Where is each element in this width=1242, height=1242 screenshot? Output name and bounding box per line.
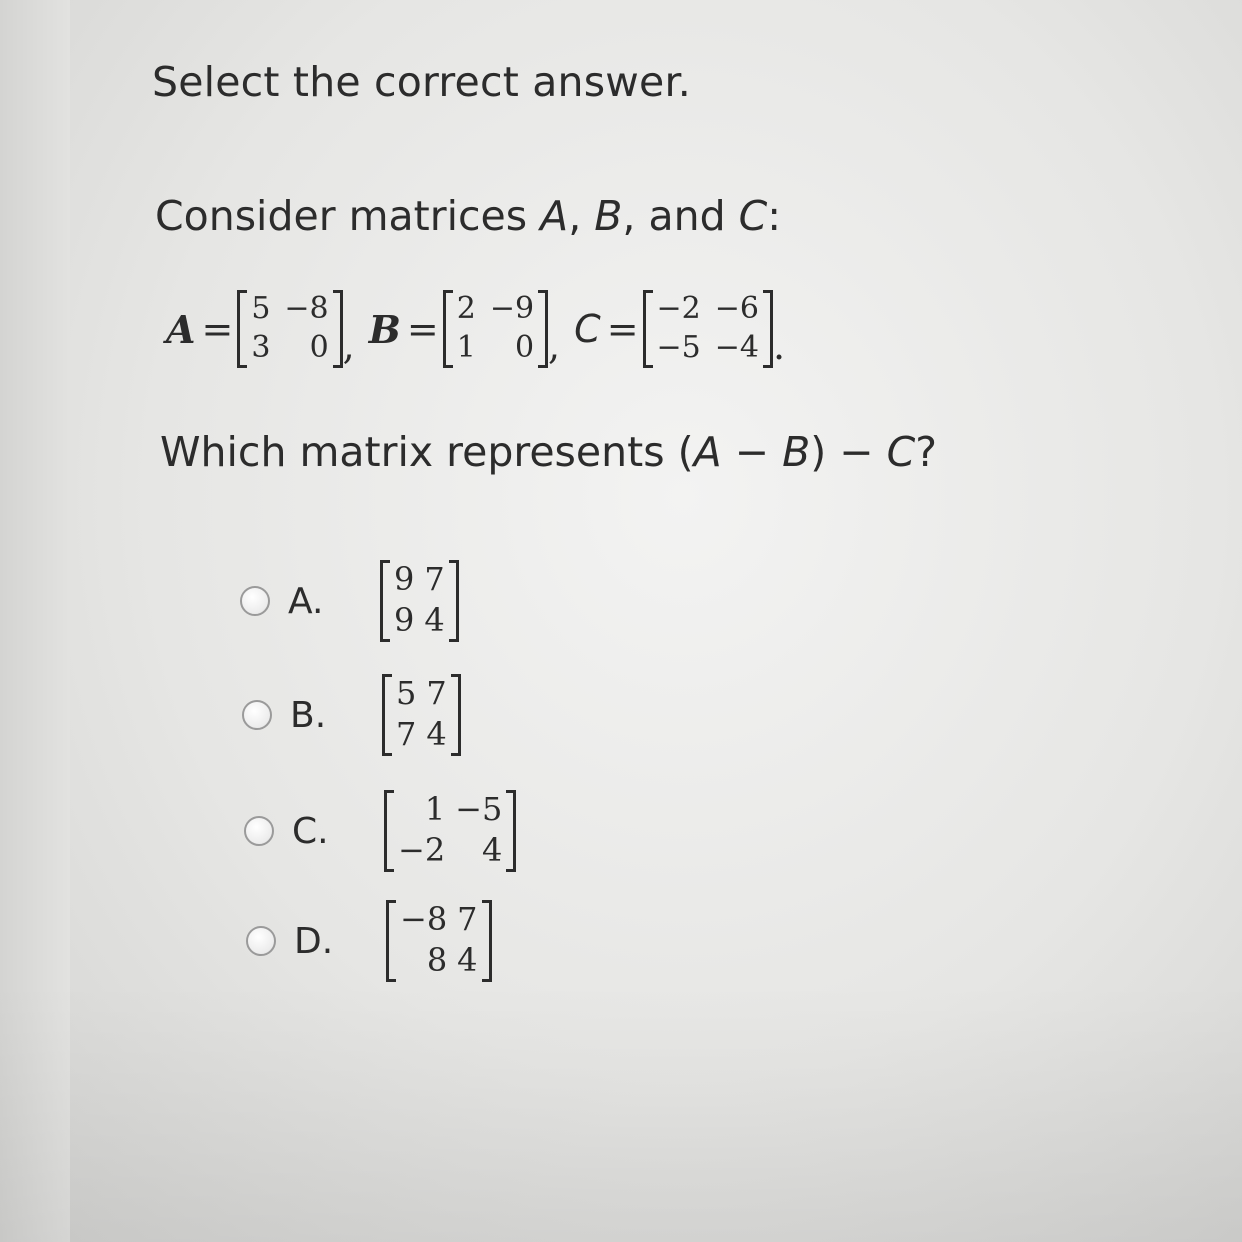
left-bracket bbox=[380, 560, 390, 642]
left-bracket bbox=[382, 674, 392, 756]
left-bracket bbox=[384, 790, 394, 872]
matrix-c-name: C bbox=[574, 307, 601, 351]
left-bracket bbox=[643, 290, 653, 368]
matrix-cell: 7 bbox=[424, 560, 445, 598]
choice-c[interactable] bbox=[244, 786, 516, 876]
matrix-cell: 5 bbox=[396, 674, 417, 712]
choice-d-matrix[interactable] bbox=[386, 900, 492, 982]
matrix-a-name: A bbox=[166, 306, 196, 352]
matrix-definitions bbox=[166, 284, 799, 374]
equals-sign: = bbox=[201, 307, 234, 351]
matrix-cell: −9 bbox=[489, 291, 535, 326]
matrix-cell: −5 bbox=[656, 330, 701, 365]
choice-b-matrix[interactable] bbox=[382, 674, 461, 756]
var-a: A bbox=[540, 192, 569, 240]
matrix-cell: 2 bbox=[456, 291, 476, 326]
matrix-cell: 9 bbox=[394, 560, 415, 598]
radio-button-c[interactable] bbox=[244, 816, 274, 846]
matrix-cell: 1 bbox=[424, 790, 446, 828]
matrix-cell: −8 bbox=[284, 291, 329, 326]
right-bracket bbox=[333, 290, 343, 368]
matrix-cell: 0 bbox=[309, 330, 329, 365]
left-bracket bbox=[443, 290, 453, 368]
question-text: Which matrix represents (A − B) − C? bbox=[160, 428, 938, 476]
matrix-cell: 4 bbox=[481, 831, 503, 869]
background-shade-bottom bbox=[0, 982, 1242, 1242]
matrix-cell: 7 bbox=[457, 900, 478, 938]
matrix-cell: 7 bbox=[426, 674, 447, 712]
right-bracket bbox=[449, 560, 459, 642]
separator: , bbox=[548, 324, 561, 368]
equals-sign: = bbox=[606, 307, 639, 351]
left-bracket bbox=[386, 900, 396, 982]
choice-label-d[interactable]: D. bbox=[294, 920, 334, 962]
prompt-text: Consider matrices A, B, and C: bbox=[155, 192, 782, 240]
radio-button-b[interactable] bbox=[242, 700, 272, 730]
matrix-cell: 4 bbox=[457, 941, 478, 979]
right-bracket bbox=[451, 674, 461, 756]
matrix-cell: 9 bbox=[394, 601, 415, 639]
matrix-cell: −8 bbox=[400, 900, 448, 938]
choice-a[interactable] bbox=[240, 556, 459, 646]
matrix-cell: 0 bbox=[514, 330, 535, 365]
radio-button-d[interactable] bbox=[246, 926, 276, 956]
choice-label-b[interactable]: B. bbox=[290, 694, 327, 736]
var-b: B bbox=[594, 192, 623, 240]
choice-a-matrix[interactable] bbox=[380, 560, 459, 642]
separator: . bbox=[773, 324, 786, 368]
matrix-cell: 1 bbox=[456, 330, 476, 365]
instruction-text: Select the correct answer. bbox=[152, 58, 691, 106]
matrix-c bbox=[643, 290, 773, 368]
matrix-cell: −6 bbox=[714, 291, 759, 326]
radio-button-a[interactable] bbox=[240, 586, 270, 616]
right-bracket bbox=[482, 900, 492, 982]
matrix-cell: 4 bbox=[426, 715, 447, 753]
matrix-cell: −2 bbox=[398, 831, 446, 869]
choice-d[interactable] bbox=[246, 896, 492, 986]
matrix-b bbox=[443, 290, 548, 368]
right-bracket bbox=[506, 790, 516, 872]
matrix-cell: −4 bbox=[714, 330, 759, 365]
left-bracket bbox=[237, 290, 247, 368]
matrix-a bbox=[237, 290, 342, 368]
right-bracket bbox=[763, 290, 773, 368]
equals-sign: = bbox=[406, 307, 439, 351]
matrix-cell: 8 bbox=[426, 941, 448, 979]
choice-label-a[interactable]: A. bbox=[288, 580, 324, 622]
matrix-cell: 7 bbox=[396, 715, 417, 753]
matrix-b-name: B bbox=[368, 306, 401, 352]
matrix-cell: 3 bbox=[251, 330, 271, 365]
matrix-cell: 5 bbox=[251, 291, 271, 326]
matrix-cell: −2 bbox=[656, 291, 701, 326]
matrix-cell: 4 bbox=[424, 601, 445, 639]
var-c: C bbox=[738, 192, 768, 240]
matrix-cell: −5 bbox=[455, 790, 503, 828]
choice-b[interactable] bbox=[242, 670, 461, 760]
choice-c-matrix[interactable] bbox=[384, 790, 516, 872]
choice-label-c[interactable]: C. bbox=[292, 810, 329, 852]
right-bracket bbox=[538, 290, 548, 368]
separator: , bbox=[342, 324, 355, 368]
